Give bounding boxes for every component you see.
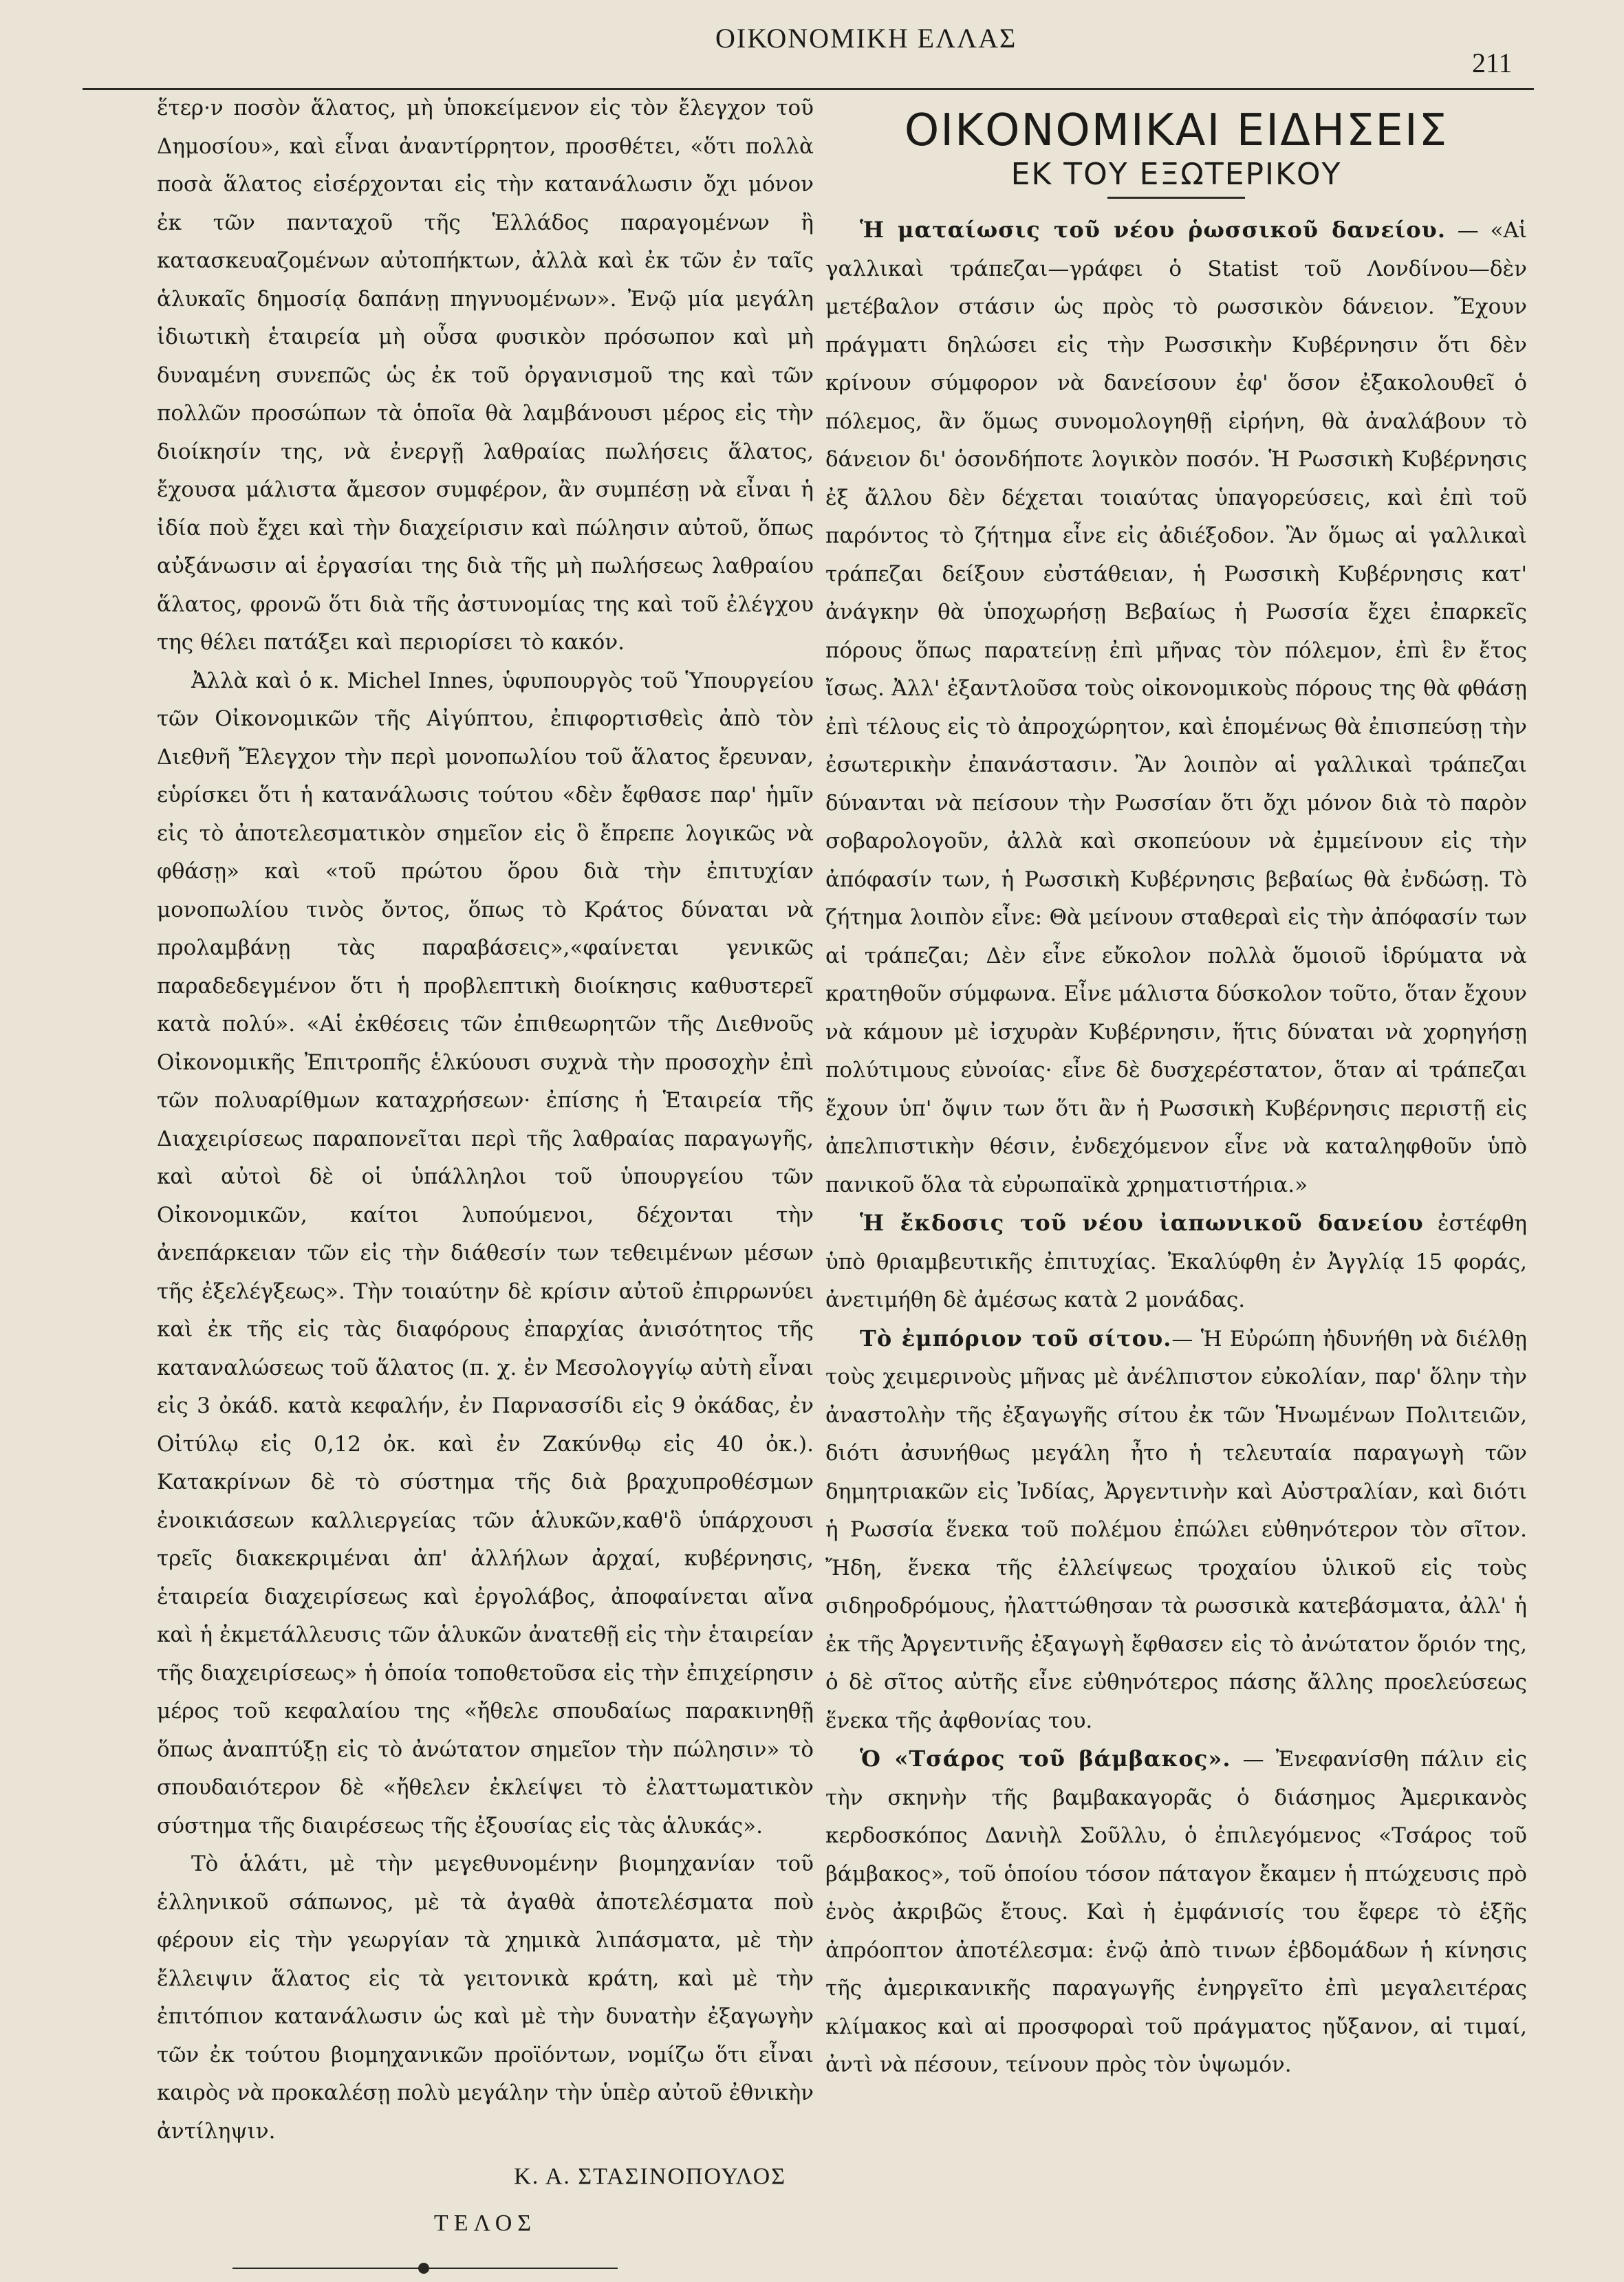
ornament-divider <box>232 2254 618 2282</box>
subtitle-rule <box>1107 197 1245 199</box>
journal-title: ΟΙΚΟΝΟΜΙΚΗ ΕΛΛΑΣ <box>715 23 1017 54</box>
news-headline: Ὁ «Τσάρος τοῦ βάμβακος». <box>860 1746 1231 1772</box>
section-subtitle: ΕΚ ΤΟΥ ΕΞΩΤΕΡΙΚΟΥ <box>1010 157 1342 192</box>
news-body: — «Αἱ γαλλικαὶ τράπεζαι—γράφει ὁ Statist τοῦ Λονδίνου—δὲν μετέβαλον στάσιν ὡς πρὸς τὸ ρωσσικὸν δάνειον. Ἔχουν πράγματι δηλώσει εἰς τὴν Ρωσσικὴν Κυβέρνησιν ὅτι δὲν κρίνουν σύμφορον νὰ δανείσουν ἐφ' ὅσον ἐξακολουθεῖ ὁ πόλεμος, ἂν ὅμως συνομολογηθῇ εἰρήνη, θὰ ἀναλάβουν τὸ δάνειον δι' ὁσονδήποτε λογικὸν ποσόν. Ἡ Ρωσσικὴ Κυβέρνησις ἐξ ἄλλου δὲν δέχεται τοιαύτας ὑπαγορεύσεις, καὶ ἐπὶ τοῦ παρόντος τὸ ζήτημα εἶνε εἰς ἀδιέξοδον. Ἂν ὅμως αἱ γαλλικαὶ τράπεζαι δείξουν εὐστάθειαν, ἡ Ρωσσικὴ Κυβέρνησις κατ' ἀνάγκην θὰ ὑποχωρήσῃ Βεβαίως ἡ Ρωσσία ἔχει ἐπαρκεῖς πόρους ὅπως παρατείνῃ ἐπὶ μῆνας τὸν πόλεμον, ἐπὶ ἓν ἔτος ἴσως. Ἀλλ' ἐξαντλοῦσα τοὺς οἰκονομικοὺς πόρους της θὰ φθάσῃ ἐπὶ τέλους εἰς τὸ ἀπροχώρητον, καὶ ἑπομένως θὰ ἐπισπεύσῃ τὴν ἐσωτερικὴν ἐπανάστασιν. Ἂν λοιπὸν αἱ γαλλικαὶ τράπεζαι δύνανται νὰ πείσουν τὴν Ρωσσίαν ὅτι ὄχι μόνον διὰ τὸ παρὸν σοβαρολογοῦν, ἀλλὰ καὶ σκοπεύουν νὰ ἐμμείνουν εἰς τὴν ἀπόφασίν των, ἡ Ρωσσικὴ Κυβέρνησις βεβαίως θὰ ἐνδώσῃ. Τὸ ζήτημα λοιπὸν εἶνε: Θὰ μείνουν σταθεραὶ εἰς τὴν ἀπόφασίν των αἱ τράπεζαι; Δὲν εἶνε εὔκολον πολλὰ ὅμοιοῦ ἱδρύματα νὰ κρατηθοῦν σύμφωνα. Εἶνε μάλιστα δύσκολον τοῦτο, ὅταν ἔχουν νὰ κάμουν μὲ ἰσχυρὰν Κυβέρνησιν, ἥτις δύναται νὰ χορηγήσῃ πολύτιμους εὐνοίας· εἶνε δὲ δυσχερέστατον, ὅταν αἱ τράπεζαι ἔχουν ὑπ' ὄψιν των ὅτι ἂν ἡ Ρωσσικὴ Κυβέρνησις περιστῇ εἰς ἀπελπιστικὴν θέσιν, ἐνδεχόμενον εἶνε νὰ καταληφθοῦν ὑπὸ πανικοῦ ὅλα τὰ εὐρωπαϊκὰ χρηματιστήρια.» <box>825 218 1528 1197</box>
right-column <box>825 89 1527 2085</box>
article-paragraph-1: ἕτερ·ν ποσὸν ἅλατος, μὴ ὑποκείμενον εἰς τὸν ἔλεγχον τοῦ Δημοσίου», καὶ εἶναι ἀναντίρρητον, προσθέτει, «ὅτι πολλὰ ποσὰ ἅλατος εἰσέρχονται εἰς τὴν κατανάλωσιν ὄχι μόνον ἐκ τῶν πανταχοῦ τῆς Ἑλλάδος παραγομένων ἢ κατασκευαζομένων αὐτοπήκτων, ἀλλὰ καὶ ἐκ τῶν ἐν ταῖς ἁλυκαῖς δημοσίᾳ δαπάνῃ πηγνυομένων». Ἐνῷ μία μεγάλη ἰδιωτικὴ ἑταιρεία μὴ οὖσα φυσικὸν πρόσωπον καὶ μὴ δυναμένη συνεπῶς ὡς ἐκ τοῦ ὀργανισμοῦ της καὶ τῶν πολλῶν προσώπων τὰ ὁποῖα θὰ λαμβάνουσι μέρος εἰς τὴν διοίκησίν της, νὰ ἐνεργῇ λαθραίας πωλήσεις ἅλατος, ἔχουσα μάλιστα ἄμεσον συμφέρον, ἂν συμπέσῃ νὰ εἶναι ἡ ἰδία ποὺ ἔχει καὶ τὴν διαχείρισιν καὶ πώλησιν αὐτοῦ, ὅπως αὐξάνωσιν αἱ ἐργασίαι της διὰ τῆς μὴ πωλήσεως λαθραίου ἅλατος, φρονῶ ὅτι διὰ τῆς ἀστυνομίας της καὶ τοῦ ἐλέγχου της θέλει πατάξει καὶ περιορίσει τὸ κακόν. <box>157 96 814 655</box>
news-body: ἐστέφθη ὑπὸ θριαμβευτικῆς ἐπιτυχίας. Ἐκαλύφθη ἐν Ἀγγλίᾳ 15 φοράς, ἀνετιμήθη δὲ ἀμέσως κατὰ 2 μονάδας. <box>825 1211 1527 1312</box>
end-marker: ΤΕΛΟΣ <box>433 2210 537 2236</box>
article-paragraph-2: Ἀλλὰ καὶ ὁ κ. Michel Innes, ὑφυπουργὸς τοῦ Ὑπουργείου τῶν Οἰκονομικῶν τῆς Αἰγύπτου, ἐπιφορτισθεὶς ἀπὸ τὸν Διεθνῆ Ἔλεγχον τὴν περὶ μονοπωλίου τοῦ ἅλατος ἔρευναν, εὑρίσκει ὅτι ἡ κατανάλωσις τούτου «δὲν ἔφθασε παρ' ἡμῖν εἰς τὸ ἀποτελεσματικὸν σημεῖον εἰς ὃ ἔπρεπε λογικῶς νὰ φθάσῃ» καὶ «τοῦ πρώτου ὅρου διὰ τὴν ἐπιτυχίαν μονοπωλίου τινὸς ὄντος, ὅπως τὸ Κράτος δύναται νὰ προλαμβάνῃ τὰς παραβάσεις»,«φαίνεται γενικῶς παραδεδεγμένον ὅτι ἡ προβλεπτικὴ διοίκησις καθυστερεῖ κατὰ πολύ». «Αἱ ἐκθέσεις τῶν ἐπιθεωρητῶν τῆς Διεθνοῦς Οἰκονομικῆς Ἐπιτροπῆς ἑλκύουσι συχνὰ τὴν προσοχὴν ἐπὶ τῶν πολυαρίθμων καταχρήσεων· ἐπίσης ἡ Ἑταιρεία τῆς Διαχειρίσεως παραπονεῖται περὶ τῆς λαθραίας παραγωγῆς, καὶ αὐτοὶ δὲ οἱ ὑπάλληλοι τοῦ ὑπουργείου τῶν Οἰκονομικῶν, καίτοι λυπούμενοι, δέχονται τὴν ἀνεπάρκειαν τῶν εἰς τὴν διάθεσίν των τεθειμένων μέσων τῆς ἐξελέγξεως». Τὴν τοιαύτην δὲ κρίσιν αὐτοῦ ἐπιρρωνύει καὶ ἐκ τῆς εἰς τὰς διαφόρους ἐπαρχίας ἀνισότητος τῆς καταναλώσεως τοῦ ἅλατος (π. χ. ἐν Μεσολογγίῳ αὐτὴ εἶναι εἰς 3 ὀκάδ. κατὰ κεφαλήν, ἐν Παρνασσίδι εἰς 9 ὀκάδας, ἐν Οἰτύλῳ εἰς 0,12 ὀκ. καὶ ἐν Ζακύνθῳ εἰς 40 ὀκ.). Κατακρίνων δὲ τὸ σύστημα τῆς διὰ βραχυπροθέσμων ἐνοικιάσεων καλλιεργείας τῶν ἁλυκῶν,καθ'ὃ ὑπάρχουσι τρεῖς διακεκριμέναι ἀπ' ἀλλήλων ἀρχαί, κυβέρνησις, ἑταιρεία διαχειρίσεως καὶ ἐργολάβος, ἀποφαίνεται αἴνα καὶ ἡ ἐκμετάλλευσις τῶν ἁλυκῶν ἀνατεθῇ εἰς τὴν ἑταιρείαν τῆς διαχειρίσεως» ἡ ὁποία τοποθετοῦσα εἰς τὴν ἐπιχείρησιν μέρος τοῦ κεφαλαίου της «ἤθελε σπουδαίως παρακινηθῇ ὅπως ἀναπτύξῃ εἰς τὸ ἀνώτατον σημεῖον τὴν πώλησιν» τὸ σπουδαιότερον δὲ «ἤθελεν ἐκλείψει τὸ ἐλαττωματικὸν σύστημα τῆς διαιρέσεως τῆς ἐξουσίας εἰς τὰς ἁλυκάς». <box>157 668 814 1838</box>
page-number: 211 <box>1472 47 1513 78</box>
running-header <box>0 22 1624 78</box>
news-item <box>825 1740 1527 2085</box>
news-item <box>825 1320 1527 1741</box>
news-body: — Ἡ Εὐρώπη ἠδυνήθη νὰ διέλθῃ τοὺς χειμερινοὺς μῆνας μὲ ἀνέλπιστον εὐκολίαν, παρ' ὅλην τὴν ἀναστολὴν τῆς ἐξαγωγῆς σίτου ἐκ τῶν Ἡνωμένων Πολιτειῶν, διότι ἀσυνήθως μεγάλη ἦτο ἡ τελευταία παραγωγὴ τῶν δημητριακῶν εἰς Ἰνδίας, Ἀργεντινὴν καὶ Αὐστραλίαν, καὶ διότι ἡ Ρωσσία ἕνεκα τοῦ πολέμου ἐπώλει εὐθηνότερον τὸν σῖτον. Ἤδη, ἕνεκα τῆς ἐλλείψεως τροχαίου ὑλικοῦ εἰς τοὺς σιδηροδρόμους, ἠλαττώθησαν τὰ ρωσσικὰ κατεβάσματα, ἀλλ' ἡ ἐκ τῆς Ἀργεντινῆς ἐξαγωγὴ ἔφθασεν εἰς τὸ ἀνώτατον ὅριόν της, ὁ δὲ σῖτος αὐτῆς εἶνε εὐθηνότερος πάσης ἄλλης προελεύσεως ἕνεκα τῆς ἀφθονίας του. <box>825 1326 1528 1733</box>
article-paragraph-3: Τὸ ἁλάτι, μὲ τὴν μεγεθυνομένην βιομηχανίαν τοῦ ἑλληνικοῦ σάπωνος, μὲ τὰ ἀγαθὰ ἀποτελέσματα ποὺ φέρουν εἰς τὴν γεωργίαν τὰ χημικὰ λιπάσματα, μὲ τὴν ἔλλειψιν ἅλατος εἰς τὰ γειτονικὰ κράτη, καὶ μὲ τὴν ἐπιτόπιον κατανάλωσιν ὡς καὶ μὲ τὴν δυνατὴν ἐξαγωγὴν τῶν ἐκ τούτου βιομηχανικῶν προϊόντων, νομίζω ὅτι εἶναι καιρὸς νὰ προκαλέσῃ πολὺ μεγάλην τὴν ὑπὲρ αὐτοῦ ἐθνικὴν ἀντίληψιν. <box>157 1851 814 2144</box>
news-item <box>825 211 1527 1204</box>
news-headline: Ἡ ἔκδοσις τοῦ νέου ἰαπωνικοῦ δανείου <box>860 1210 1424 1236</box>
section-title: ΟΙΚΟΝΟΜΙΚΑΙ ΕΙΔΗΣΕΙΣ <box>904 105 1449 156</box>
news-body: — Ἐνεφανίσθη πάλιν εἰς τὴν σκηνὴν τῆς βαμβακαγορᾶς ὁ διάσημος Ἀμερικανὸς κερδοσκόπος Δανιὴλ Σοῦλλυ, ὁ ἐπιλεγόμενος «Τσάρος τοῦ βάμβακος», τοῦ ὁποίου τόσον πάταγον ἔκαμεν ἡ πτώχευσις πρὸ ἑνὸς ἀκριβῶς ἔτους. Καὶ ἡ ἐμφάνισίς του ἔφερε τὸ ἑξῆς ἀπρόοπτον ἀποτέλεσμα: ἐνῷ ἀπὸ τινων ἑβδομάδων ἡ κίνησις τῆς ἀμερικανικῆς παραγωγῆς ἐνηργεῖτο ἐπὶ μεγαλειτέρας κλίμακος καὶ αἱ προσφοραὶ τοῦ πράγματος ηὔξανον, αἱ τιμαί, ἀντὶ νὰ πέσουν, τείνουν πρὸς τὸν ὑψωμόν. <box>825 1747 1528 2077</box>
author-signature: Κ. Α. ΣΤΑΣΙΝΟΠΟΥΛΟΣ <box>514 2164 786 2189</box>
news-item <box>825 1204 1527 1320</box>
ornament-dot-icon <box>418 2263 429 2274</box>
left-column <box>157 89 814 2282</box>
news-headline: Ἡ ματαίωσις τοῦ νέου ῥωσσικοῦ δανείου. <box>860 217 1446 243</box>
news-headline: Τὸ ἐμπόριον τοῦ σίτου. <box>860 1325 1172 1351</box>
